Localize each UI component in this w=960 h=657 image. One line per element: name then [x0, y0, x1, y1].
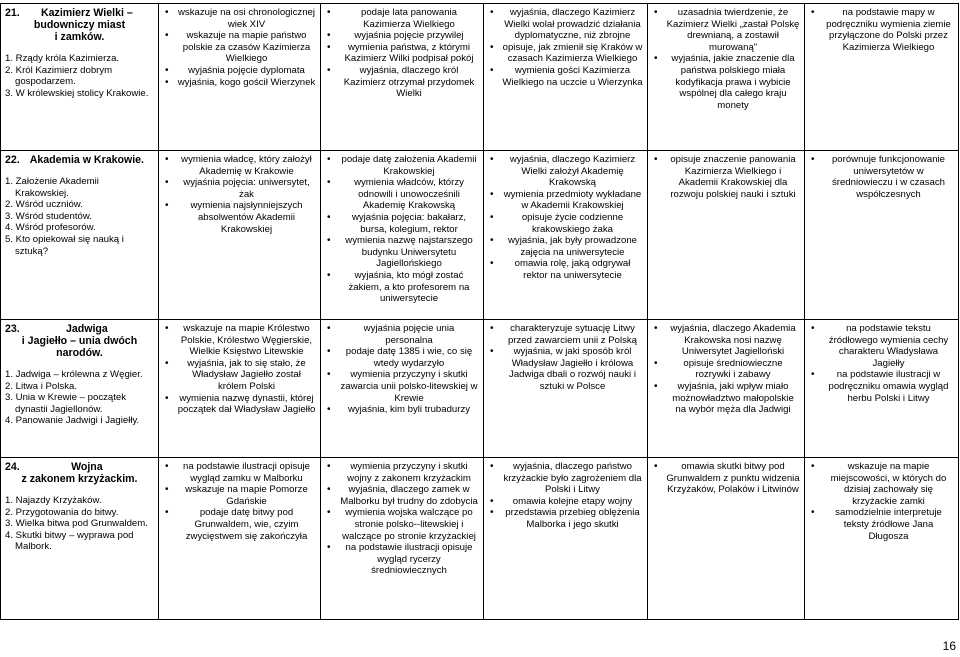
topic-cell: [1, 4, 159, 151]
requirement-item: • wyjaśnia pojęcia: bakałarz, bursa, kolegium, rektor: [325, 212, 479, 235]
requirements-cell: [484, 4, 648, 151]
requirement-item: • wskazuje na mapie miejscowości, w których do dzisiaj zachowały się krzyżackie zamki: [809, 461, 954, 507]
topic-subitem: 1. Najazdy Krzyżaków.: [5, 495, 102, 506]
requirement-item: • wyjaśnia pojęcie unia personalna: [325, 323, 479, 346]
requirements-list: [325, 461, 479, 577]
topic-cell: [1, 320, 159, 458]
topic-cell: [1, 151, 159, 320]
requirements-list: [325, 323, 479, 416]
requirement-item: • wskazuje na osi chronologicznej wiek XIV: [163, 7, 316, 30]
table-row: [1, 458, 959, 620]
topic-title-text: Jadwiga i Jagiełło – unia dwóch narodów.: [21, 323, 138, 359]
requirements-cell: [805, 4, 959, 151]
topic-title: [5, 461, 154, 485]
requirements-list: [488, 323, 643, 393]
topic-subitem: 5. Kto opiekował się nauką i sztuką?: [5, 233, 124, 257]
topic-cell: [1, 458, 159, 620]
curriculum-table: [0, 3, 959, 620]
requirements-cell: [484, 320, 648, 458]
topic-subitem: 4. Skutki bitwy – wyprawa pod Malbork.: [5, 529, 134, 553]
requirement-item: • wymienia najsłynniejszych absolwentów Akademii Krakowskiej: [163, 200, 316, 235]
topic-title-text: Kazimierz Wielki – budowniczy miast i zamków.: [33, 7, 133, 43]
requirements-cell: [648, 320, 805, 458]
requirement-item: • wymienia nazwę dynastii, której początek dał Władysław Jagiełło: [163, 393, 316, 416]
requirements-list: [652, 7, 800, 111]
requirement-item: • wymienia przyczyny i skutki zawarcia unii polsko-litewskiej w Krewie: [325, 369, 479, 404]
requirement-item: • wyjaśnia, kto mógł zostać żakiem, a kto profesorem na uniwersytecie: [325, 270, 479, 305]
topic-title: [5, 7, 154, 43]
requirements-cell: [805, 320, 959, 458]
requirement-item: • opisuje, jak zmienił się Kraków w czasach Kazimierza Wielkiego: [488, 42, 643, 65]
requirement-item: • opisuje życie codzienne krakowskiego żaka: [488, 212, 643, 235]
requirements-list: [809, 7, 954, 53]
topic-number: 22.: [5, 154, 20, 166]
requirement-item: • na podstawie ilustracji w podręczniku omawia wygląd herbu Polski i Litwy: [809, 369, 954, 404]
topic-subitem: 3. Wśród studentów.: [5, 210, 92, 222]
topic-title: [5, 323, 154, 359]
requirements-list: [652, 323, 800, 416]
requirement-item: • wyjaśnia, dlaczego Kazimierz Wielki założył Akademię Krakowską: [488, 154, 643, 189]
requirements-list: [488, 154, 643, 282]
topic-subitem: 2. Przygotowania do bitwy.: [5, 506, 119, 518]
requirements-list: [163, 323, 316, 416]
requirement-item: • opisuje średniowieczne rozrywki i zabawy: [652, 358, 800, 381]
requirement-item: • wyjaśnia, dlaczego państwo krzyżackie było zagrożeniem dla Polski i Litwy: [488, 461, 643, 496]
requirement-item: • wskazuje na mapie Królestwo Polskie, Królestwo Węgierskie, Wielkie Księstwo Litewskie: [163, 323, 316, 358]
requirement-item: • wymienia władcę, który założył Akademię w Krakowie: [163, 154, 316, 177]
requirements-list: [163, 154, 316, 235]
requirement-item: • porównuje funkcjonowanie uniwersytetów w średniowieczu i w czasach współczesnych: [809, 154, 954, 200]
requirements-list: [325, 154, 479, 305]
requirement-item: • na podstawie ilustracji opisuje wygląd zamku w Malborku: [163, 461, 316, 484]
topic-title: [5, 154, 154, 166]
requirement-item: • charakteryzuje sytuację Litwy przed zawarciem unii z Polską: [488, 323, 643, 346]
requirement-item: • na podstawie ilustracji opisuje wygląd rycerzy średniowiecznych: [325, 542, 479, 577]
requirements-list: [652, 154, 800, 200]
topic-subitem: 1. Jadwiga – królewna z Węgier.: [5, 369, 143, 380]
requirement-item: • wyjaśnia, dlaczego Kazimierz Wielki wolał prowadzić działania dyplomatyczne, niż zbrojne: [488, 7, 643, 42]
requirements-cell: [805, 458, 959, 620]
requirement-item: • wyjaśnia, dlaczego zamek w Malborku był trudny do zdobycia: [325, 484, 479, 507]
topic-subitem: 1. Założenie Akademii Krakowskiej.: [5, 176, 99, 199]
requirements-list: [488, 461, 643, 531]
topic-subitems: [5, 53, 154, 99]
requirements-list: [163, 461, 316, 542]
requirement-item: • na podstawie tekstu źródłowego wymienia cechy charakteru Władysława Jagiełły: [809, 323, 954, 369]
table-row: [1, 151, 959, 320]
requirements-list: [809, 154, 954, 200]
requirements-cell: [159, 4, 321, 151]
requirement-item: • wskazuje na mapie państwo polskie za czasów Kazimierza Wielkiego: [163, 30, 316, 65]
requirement-item: • wymienia nazwę najstarszego budynku Uniwersytetu Jagiellońskiego: [325, 235, 479, 270]
topic-subitem: 2. Litwa i Polska.: [5, 380, 77, 392]
requirements-list: [488, 7, 643, 88]
topic-subitem: 3. Unia w Krewie – początek dynastii Jagiellonów.: [5, 392, 127, 415]
topic-number: 23.: [5, 323, 20, 335]
requirements-list: [809, 461, 954, 542]
topic-subitem: 3. W królewskiej stolicy Krakowie.: [5, 87, 149, 99]
requirement-item: • wyjaśnia pojęcia: uniwersytet, żak: [163, 177, 316, 200]
requirement-item: • wyjaśnia, kim byli trubadurzy: [325, 404, 479, 416]
table-row: [1, 320, 959, 458]
requirements-list: [652, 461, 800, 496]
requirement-item: • przedstawia przebieg oblężenia Malborka i jego skutki: [488, 507, 643, 530]
table-row: [1, 4, 959, 151]
topic-subitem: 1. Rządy króla Kazimierza.: [5, 53, 120, 64]
requirement-item: • samodzielnie interpretuje teksty źródłowe Jana Długosza: [809, 507, 954, 542]
requirements-list: [809, 323, 954, 404]
topic-number: 24.: [5, 461, 20, 473]
requirement-item: • podaje lata panowania Kazimierza Wielkiego: [325, 7, 479, 30]
requirements-cell: [321, 458, 484, 620]
requirement-item: • wyjaśnia pojęcie przywilej: [325, 30, 479, 42]
topic-title-text: Wojna z zakonem krzyżackim.: [21, 461, 138, 485]
topic-subitem: 3. Wielka bitwa pod Grunwaldem.: [5, 518, 148, 530]
topic-title-text: Akademia w Krakowie.: [29, 154, 144, 166]
requirements-list: [163, 7, 316, 88]
requirements-cell: [648, 458, 805, 620]
requirement-item: • podaje datę bitwy pod Grunwaldem, wie, czyim zwycięstwem się zakończyła: [163, 507, 316, 542]
topic-subitems: [5, 369, 154, 427]
requirement-item: • wskazuje na mapie Pomorze Gdańskie: [163, 484, 316, 507]
requirement-item: • omawia skutki bitwy pod Grunwaldem z punktu widzenia Krzyżaków, Polaków i Litwinów: [652, 461, 800, 496]
requirement-item: • wyjaśnia pojęcie dyplomata: [163, 65, 316, 77]
requirements-cell: [159, 320, 321, 458]
requirement-item: • uzasadnia twierdzenie, że Kazimierz Wielki „zastał Polskę drewnianą, a zostawił murowaną”: [652, 7, 800, 53]
requirements-cell: [321, 320, 484, 458]
requirements-cell: [484, 458, 648, 620]
topic-subitem: 4. Panowanie Jadwigi i Jagiełły.: [5, 415, 140, 427]
topic-subitems: [5, 495, 154, 553]
requirement-item: • podaje datę 1385 i wie, co się wtedy wydarzyło: [325, 346, 479, 369]
page-number: 16: [942, 639, 956, 653]
requirements-cell: [805, 151, 959, 320]
requirement-item: • wyjaśnia, dlaczego Akademia Krakowska nosi nazwę Uniwersytet Jagielloński: [652, 323, 800, 358]
requirement-item: • wymienia państwa, z którymi Kazimierz Wilki podpisał pokój: [325, 42, 479, 65]
requirement-item: • wymienia przedmioty wykładane w Akademii Krakowskiej: [488, 189, 643, 212]
requirement-item: • wyjaśnia, kogo gościł Wierzynek: [163, 77, 316, 89]
requirements-list: [325, 7, 479, 100]
requirements-cell: [648, 4, 805, 151]
requirement-item: • wyjaśnia, jak to się stało, że Władysław Jagiełło został królem Polski: [163, 358, 316, 393]
topic-subitem: 2. Król Kazimierz dobrym gospodarzem.: [5, 64, 113, 88]
requirement-item: • wyjaśnia, dlaczego król Kazimierz otrzymał przydomek Wielki: [325, 65, 479, 100]
topic-subitem: 2. Wśród uczniów.: [5, 199, 83, 211]
requirement-item: • wyjaśnia, jaki wpływ miało możnowładztwo małopolskie na wybór męża dla Jadwigi: [652, 381, 800, 416]
requirement-item: • wymienia wojska walczące po stronie polsko--litewskiej i walczące po stronie krzyżackiej: [325, 507, 479, 542]
requirement-item: • wyjaśnia, w jaki sposób król Władysław Jagiełło i królowa Jadwiga dbali o rozwój nauki i sztuki w Polsce: [488, 346, 643, 392]
requirement-item: • wyjaśnia, jakie znaczenie dla państwa polskiego miała kodyfikacja prawa i wybicie wspólnej dla całego kraju monety: [652, 53, 800, 111]
requirement-item: • wymienia władców, którzy odnowili i unowocześnili Akademię Krakowską: [325, 177, 479, 212]
requirement-item: • wymienia gości Kazimierza Wielkiego na uczcie u Wierzynka: [488, 65, 643, 88]
requirements-cell: [648, 151, 805, 320]
topic-subitems: [5, 176, 154, 257]
requirements-cell: [484, 151, 648, 320]
topic-number: 21.: [5, 7, 20, 19]
requirements-cell: [321, 4, 484, 151]
topic-subitem: 4. Wśród profesorów.: [5, 222, 96, 234]
requirement-item: • wyjaśnia, jak były prowadzone zajęcia na uniwersytecie: [488, 235, 643, 258]
requirement-item: • omawia rolę, jaką odgrywał rektor na uniwersytecie: [488, 258, 643, 281]
requirement-item: • wymienia przyczyny i skutki wojny z zakonem krzyżackim: [325, 461, 479, 484]
requirements-cell: [321, 151, 484, 320]
requirement-item: • podaje datę założenia Akademii Krakowskiej: [325, 154, 479, 177]
requirements-cell: [159, 151, 321, 320]
requirement-item: • omawia kolejne etapy wojny: [488, 496, 643, 508]
requirement-item: • opisuje znaczenie panowania Kazimierza Wielkiego i Akademii Krakowskiej dla rozwoju polskiej nauki i sztuki: [652, 154, 800, 200]
requirements-cell: [159, 458, 321, 620]
requirement-item: • na podstawie mapy w podręczniku wymienia ziemie przyłączone do Polski przez Kazimierza Wielkiego: [809, 7, 954, 53]
